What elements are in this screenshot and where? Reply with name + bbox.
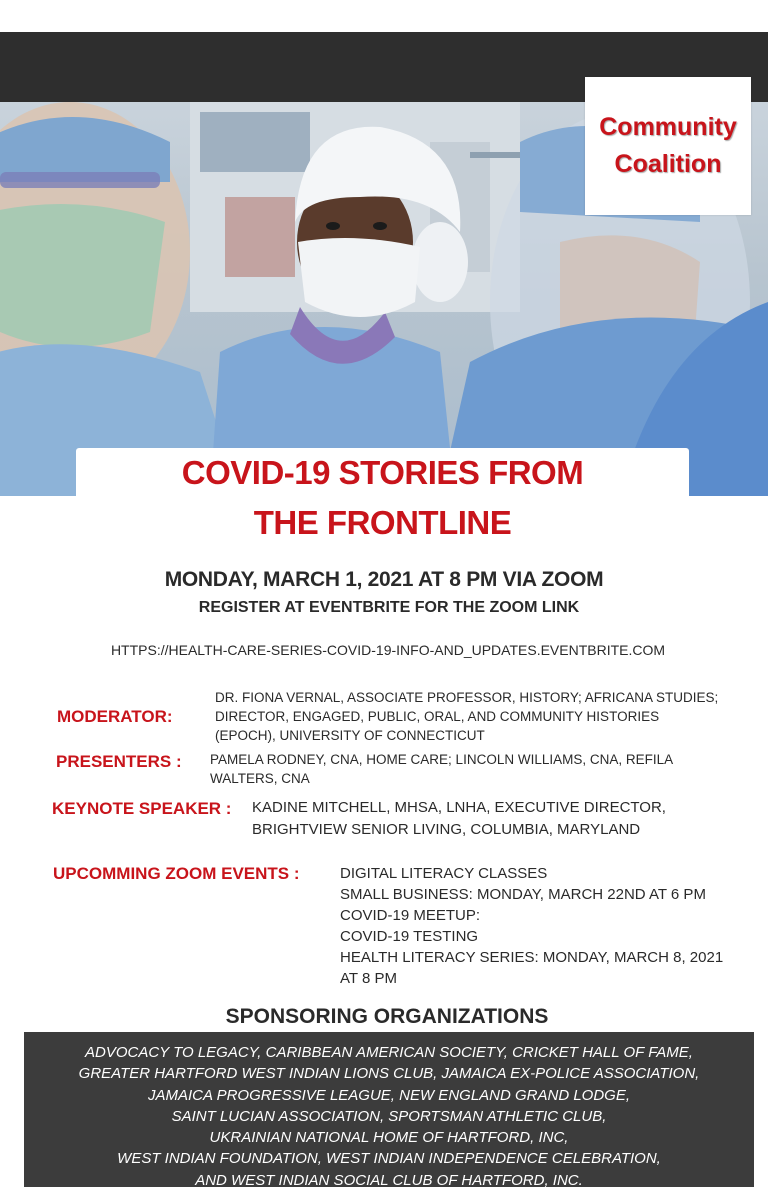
sponsor-line: ADVOCACY TO LEGACY, CARIBBEAN AMERICAN SOCIETY, CRICKET HALL OF FAME, — [85, 1044, 693, 1061]
sponsor-line: UKRAINIAN NATIONAL HOME OF HARTFORD, INC, — [209, 1129, 569, 1147]
moderator-label: MODERATOR: — [57, 707, 173, 726]
title-banner — [76, 448, 689, 548]
upcoming-event-item: DIGITAL LITERACY CLASSES — [340, 865, 548, 882]
title-line-1: COVID-19 STORIES FROM — [181, 454, 584, 491]
upcoming-event-item: HEALTH LITERACY SERIES: MONDAY, MARCH 8, 2021 — [340, 949, 724, 966]
sponsor-line: JAMAICA PROGRESSIVE LEAGUE, NEW ENGLAND GRAND LODGE, — [147, 1086, 631, 1104]
register-instruction: REGISTER AT EVENTBRITE FOR THE ZOOM LINK — [198, 599, 580, 616]
upcoming-event-item: COVID-19 MEETUP: — [340, 907, 481, 924]
moderator-line: DR. FIONA VERNAL, ASSOCIATE PROFESSOR, HISTORY; AFRICANA STUDIES; — [215, 690, 719, 705]
keynote-label: KEYNOTE SPEAKER : — [52, 799, 232, 818]
presenters-details — [210, 750, 673, 788]
presenters-line: WALTERS, CNA — [210, 771, 310, 786]
presenters-label: PRESENTERS : — [56, 752, 182, 771]
sponsor-line: WEST INDIAN FOUNDATION, WEST INDIAN INDEPENDENCE CELEBRATION, — [117, 1150, 661, 1168]
sponsor-line: GREATER HARTFORD WEST INDIAN LIONS CLUB, JAMAICA EX-POLICE ASSOCIATION, — [78, 1065, 700, 1083]
upcoming-events-label: UPCOMMING ZOOM EVENTS : — [53, 864, 300, 883]
keynote-line: BRIGHTVIEW SENIOR LIVING, COLUMBIA, MARYLAND — [252, 821, 641, 838]
upcoming-event-item: COVID-19 TESTING — [340, 928, 479, 945]
sponsors-list — [24, 1032, 754, 1187]
community-coalition-logo — [585, 77, 751, 215]
keynote-details — [252, 797, 666, 841]
eventbrite-url[interactable]: HTTPS://HEALTH-CARE-SERIES-COVID-19-INFO-AND_UPDATES.EVENTBRITE.COM — [110, 642, 666, 658]
moderator-details — [215, 688, 718, 745]
presenters-line: PAMELA RODNEY, CNA, HOME CARE; LINCOLN WILLIAMS, CNA, REFILA — [210, 752, 674, 767]
upcoming-events-list — [340, 863, 723, 989]
logo-line-1: Community — [599, 113, 737, 141]
upcoming-event-item: SMALL BUSINESS: MONDAY, MARCH 22ND AT 6 PM — [340, 886, 706, 903]
sponsor-line: SAINT LUCIAN ASSOCIATION, SPORTSMAN ATHLETIC CLUB, — [171, 1107, 607, 1125]
moderator-line: (EPOCH), UNIVERSITY OF CONNECTICUT — [215, 728, 485, 743]
title-line-2: THE FRONTLINE — [253, 504, 512, 541]
event-date-time: MONDAY, MARCH 1, 2021 AT 8 PM VIA ZOOM — [164, 568, 604, 591]
sponsors-heading: SPONSORING ORGANIZATIONS — [225, 1005, 549, 1028]
keynote-line: KADINE MITCHELL, MHSA, LNHA, EXECUTIVE DIRECTOR, — [252, 799, 666, 816]
moderator-line: DIRECTOR, ENGAGED, PUBLIC, ORAL, AND COMMUNITY HISTORIES — [215, 709, 660, 724]
upcoming-event-item: AT 8 PM — [340, 970, 397, 987]
logo-line-2: Coalition — [614, 150, 722, 178]
sponsor-line: AND WEST INDIAN SOCIAL CLUB OF HARTFORD, INC. — [195, 1171, 583, 1189]
